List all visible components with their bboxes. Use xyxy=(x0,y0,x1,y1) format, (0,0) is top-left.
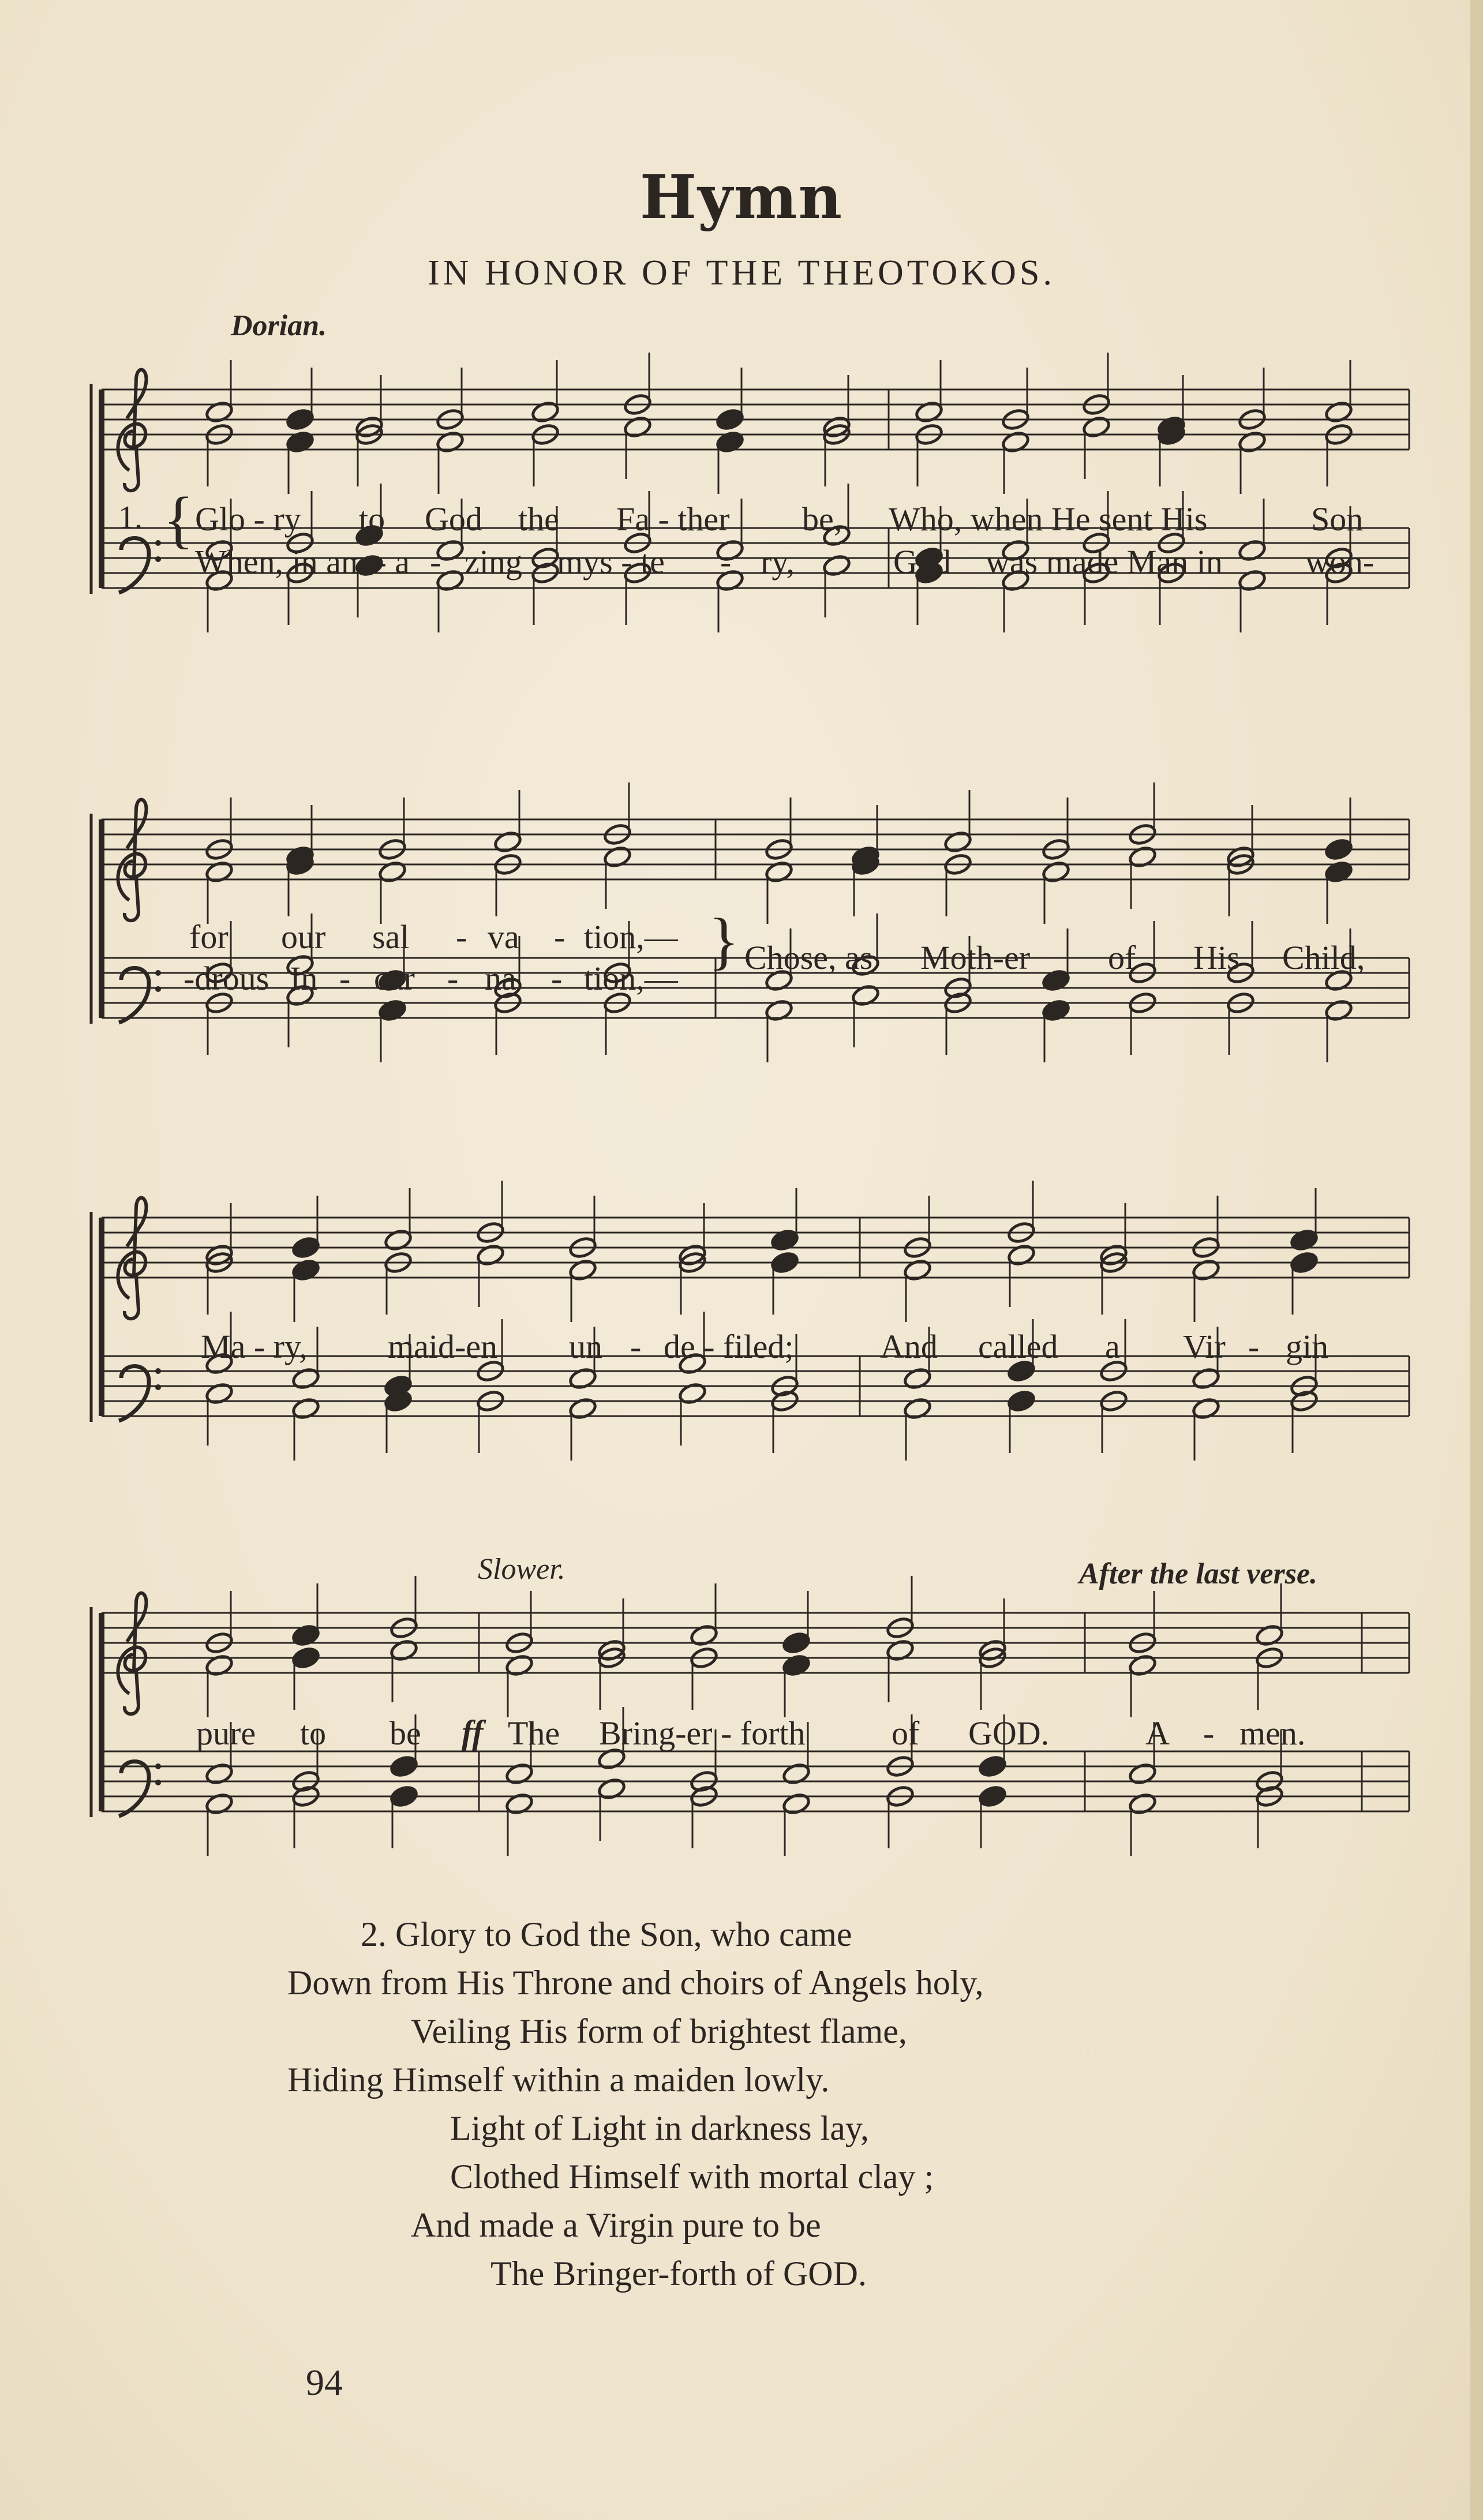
verse-number: 1. xyxy=(118,500,143,536)
treble-note xyxy=(716,407,745,431)
lyric-s3-9: - xyxy=(1248,1328,1260,1365)
treble-note xyxy=(782,1631,811,1654)
lyric-s4-0: pure xyxy=(196,1714,256,1752)
lyric-s2l1-3: - xyxy=(456,918,467,956)
lyric-s4-9: men. xyxy=(1239,1714,1306,1752)
bass-clef-dot xyxy=(155,970,161,976)
lyric-s1l1-1: to xyxy=(359,500,385,538)
lyric-s3-0: Ma - ry, xyxy=(201,1328,308,1365)
lyric-s1l1-6: Who, when He sent His xyxy=(889,500,1208,538)
lyric-s3-8: Vir xyxy=(1183,1328,1226,1365)
lyric-s2l1-0: for xyxy=(189,918,229,956)
lyric-s1l2-1: - xyxy=(430,543,441,581)
lyric-s1l1-2: God xyxy=(425,500,482,538)
lyric-s1l2-5: ry, xyxy=(761,543,795,581)
verse2-line-2: Down from His Throne and choirs of Angels holy, xyxy=(287,1964,984,2002)
treble-note xyxy=(286,407,315,431)
lyric-s4-3: The xyxy=(508,1714,560,1752)
lyric-s1l2-6: God xyxy=(893,543,951,581)
lyric-s1l2-2: zing xyxy=(465,543,522,581)
lyric-s4-4: Bring-er - forth xyxy=(599,1714,806,1752)
lyric-s1l2-3: mys - te xyxy=(557,543,665,581)
lyric-s2l1-6: tion,— xyxy=(584,918,678,956)
tempo-slower: Slower. xyxy=(478,1553,566,1586)
verse2-line-5: Light of Light in darkness lay, xyxy=(450,2109,869,2147)
lyric-s2j-1: Moth-er xyxy=(920,939,1031,976)
treble-clef xyxy=(118,800,146,921)
bass-clef-dot xyxy=(155,986,161,992)
lyric-s4-6: GOD. xyxy=(968,1714,1050,1752)
verse2-line-3: Veiling His form of brightest flame, xyxy=(411,2012,907,2050)
lyric-s2l1-5: - xyxy=(554,918,566,956)
lyric-s2j-3: His xyxy=(1193,939,1240,976)
bass-clef-dot xyxy=(155,1780,161,1785)
treble-clef xyxy=(118,370,146,491)
bass-note xyxy=(1007,1389,1036,1413)
lyric-s1l1-3: the xyxy=(518,500,559,538)
verse2-line-8: The Bringer-forth of GOD. xyxy=(490,2255,867,2293)
lyric-s3-1: maid-en xyxy=(388,1328,498,1365)
lyric-s3-6: called xyxy=(978,1328,1058,1365)
bass-note xyxy=(390,1754,419,1778)
lyric-s2l1-1: our xyxy=(281,918,326,956)
lyric-s3-4: de - filed; xyxy=(664,1328,794,1365)
lyric-s1l1-7: Son xyxy=(1311,500,1364,538)
lyric-s4-7: A xyxy=(1145,1714,1170,1752)
lyric-s2l2-0: -drous xyxy=(183,960,269,997)
lyric-s4-2: be xyxy=(390,1714,421,1752)
lyric-s1l2-8: won- xyxy=(1305,543,1375,581)
brace-left: { xyxy=(163,484,194,555)
verse2-line-1: 2. Glory to God the Son, who came xyxy=(361,1915,852,1953)
mode-label: Dorian. xyxy=(231,309,327,342)
lyric-s2l2-1: In xyxy=(290,960,318,997)
lyric-s4-8: - xyxy=(1203,1714,1215,1752)
treble-note xyxy=(770,1250,800,1274)
verse2-line-7: And made a Virgin pure to be xyxy=(411,2206,821,2244)
lyric-s1l1-4: Fa - ther xyxy=(616,500,730,538)
treble-note xyxy=(1324,837,1354,861)
bass-clef xyxy=(119,968,149,1023)
bass-clef-dot xyxy=(155,1368,161,1374)
verse2-line-6: Clothed Himself with mortal clay ; xyxy=(450,2158,934,2196)
lyric-s2l2-7: tion,— xyxy=(584,960,678,997)
brace-right: } xyxy=(709,905,739,976)
lyric-s2j-0: Chose, as xyxy=(744,939,873,976)
bass-clef-dot xyxy=(155,1384,161,1390)
lyric-s3-3: - xyxy=(630,1328,642,1365)
lyric-s1l1-5: be, xyxy=(802,500,842,538)
bass-note xyxy=(390,1784,419,1808)
bass-clef-dot xyxy=(155,1763,161,1769)
lyric-s1l2-7: was made Man in xyxy=(986,543,1223,581)
lyric-s4-5: of xyxy=(892,1714,920,1752)
lyric-s3-2: un xyxy=(569,1328,602,1365)
lyric-s1l1-0: Glo - ry xyxy=(195,500,301,538)
lyric-s2l1-2: sal xyxy=(372,918,410,956)
bass-clef xyxy=(119,1762,149,1817)
lyric-s2l2-3: car xyxy=(374,960,415,997)
lyric-s2j-2: of xyxy=(1108,939,1136,976)
bass-clef xyxy=(119,538,149,593)
lyric-s3-7: a xyxy=(1105,1328,1120,1365)
lyric-s1l2-0: When, in am - a xyxy=(195,543,410,581)
lyric-s4-1: to xyxy=(300,1714,327,1752)
page-number: 94 xyxy=(306,2362,343,2403)
treble-clef xyxy=(118,1593,146,1714)
verse2-line-4: Hiding Himself within a maiden lowly. xyxy=(287,2061,830,2099)
lyric-s2l2-4: - xyxy=(447,960,459,997)
treble-note xyxy=(291,1235,321,1259)
lyric-s2j-4: Child, xyxy=(1282,939,1365,976)
bass-clef-dot xyxy=(155,556,161,562)
bass-clef xyxy=(119,1366,149,1421)
lyric-s3-5: And xyxy=(880,1328,938,1365)
lyric-s2l2-6: - xyxy=(551,960,563,997)
lyric-s1l2-4: - xyxy=(720,543,732,581)
lyric-s2l2-5: na xyxy=(485,960,516,997)
bass-note xyxy=(978,1784,1008,1808)
after-last-verse: After the last verse. xyxy=(1079,1557,1318,1590)
treble-note xyxy=(1290,1250,1319,1274)
lyric-s3-10: gin xyxy=(1286,1328,1329,1365)
treble-note xyxy=(291,1646,321,1669)
lyric-s2l2-2: - xyxy=(339,960,351,997)
bass-clef-dot xyxy=(155,540,161,546)
treble-clef xyxy=(118,1198,146,1319)
hymn-title: Hymn xyxy=(639,162,844,233)
lyric-s2l1-4: va xyxy=(488,918,519,956)
bass-note xyxy=(978,1754,1008,1778)
dynamic-ff: ff xyxy=(462,1713,484,1751)
hymn-subtitle: IN HONOR OF THE THEOTOKOS. xyxy=(428,253,1055,293)
